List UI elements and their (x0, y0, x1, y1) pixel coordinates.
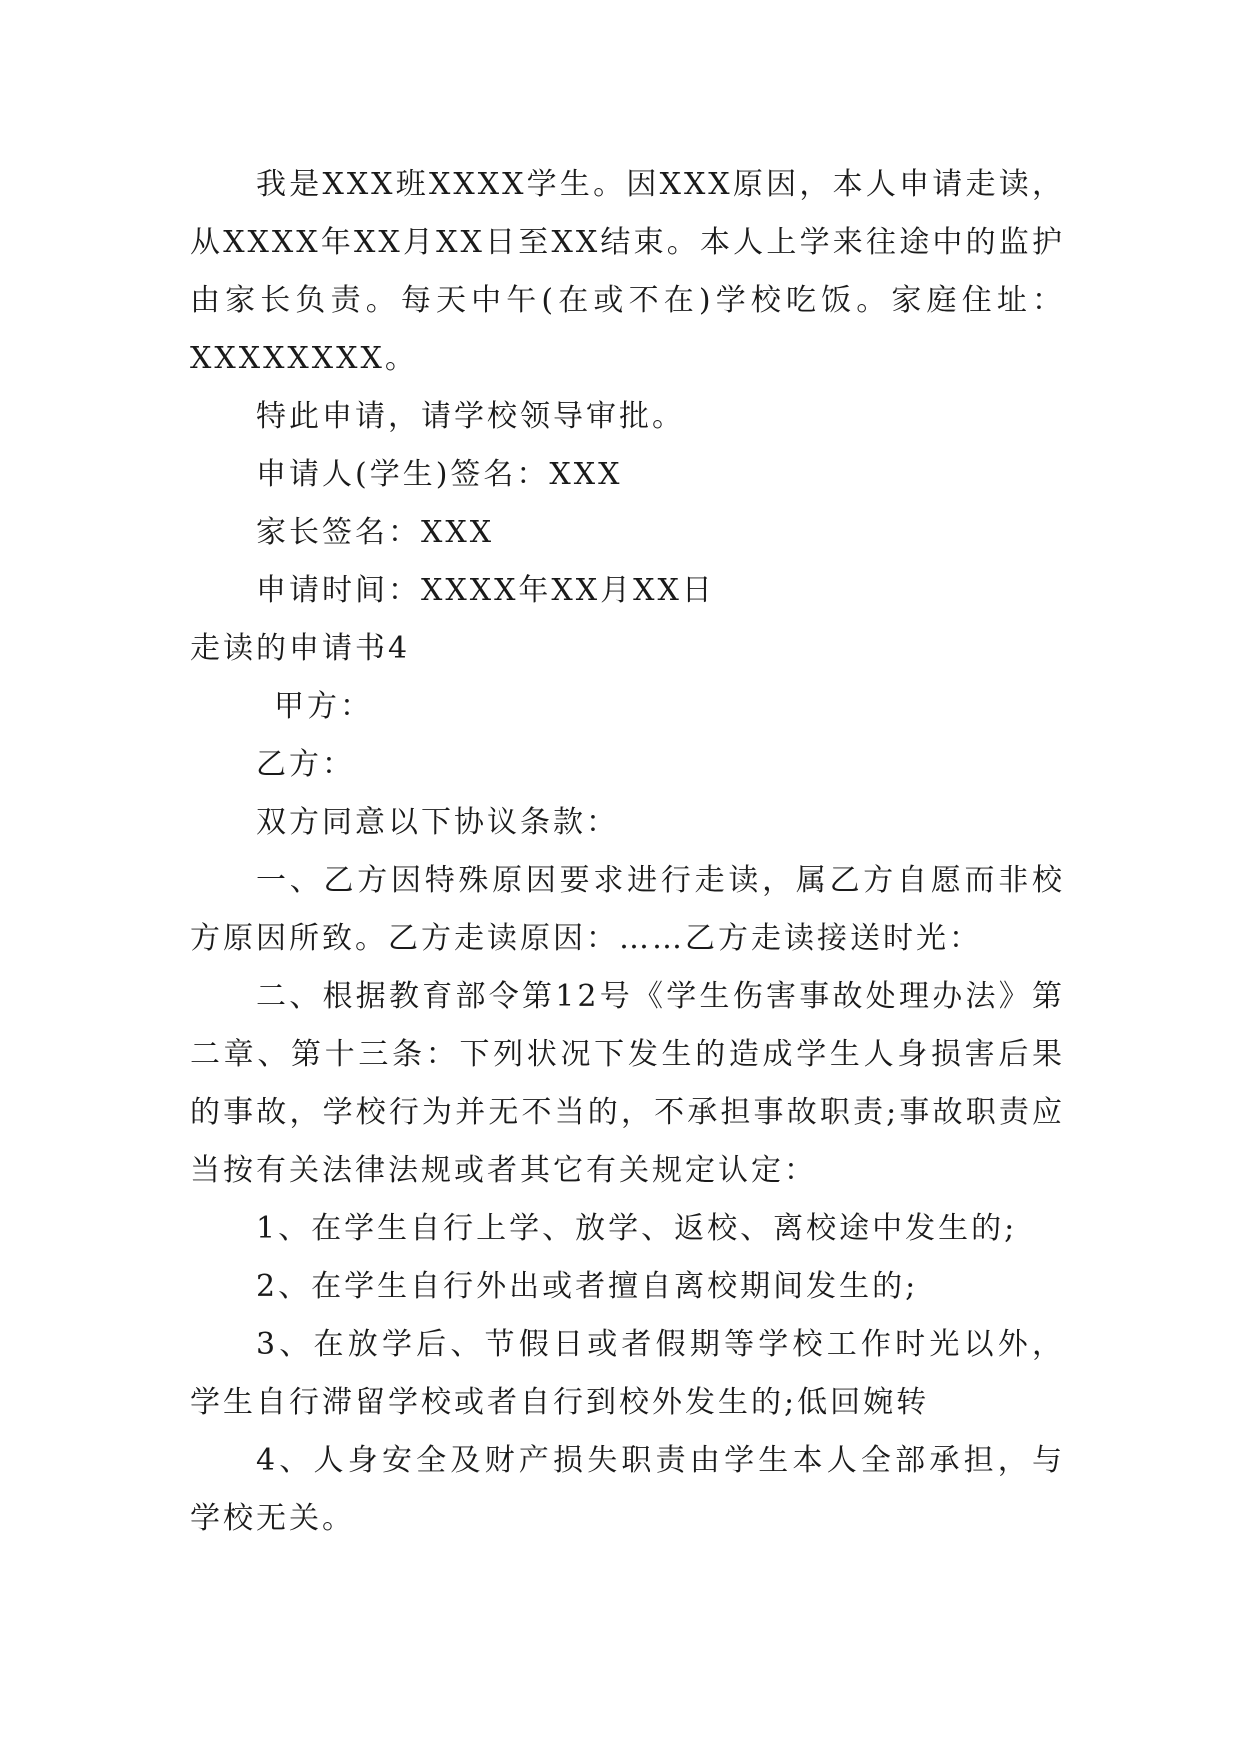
document-body (190, 156, 1065, 1548)
paragraph-student-signature: 申请人(学生)签名：XXX (256, 457, 623, 492)
paragraph-application-date: 申请时间：XXXX年XX月XX日 (256, 573, 715, 608)
paragraph-application-intro: 我是XXX班XXXX学生。因XXX原因，本人申请走读，从XXXX年XX月XX日至XX结束。本人上学来往途中的监护由家长负责。每天中午(在或不在)学校吃饭。家庭住址：XXXXXXXX。 (190, 167, 1065, 376)
paragraph-item-3: 3、在放学后、节假日或者假期等学校工作时光以外，学生自行滞留学校或者自行到校外发生的;低回婉转 (190, 1327, 1065, 1420)
section-heading: 走读的申请书4 (190, 631, 411, 666)
paragraph-party-a: 甲方： (274, 689, 373, 724)
paragraph-parent-signature: 家长签名：XXX (256, 515, 495, 550)
paragraph-agreement-intro: 双方同意以下协议条款： (256, 805, 619, 840)
paragraph-clause-2: 二、根据教育部令第12号《学生伤害事故处理办法》第二章、第十三条：下列状况下发生的造成学生人身损害后果的事故，学校行为并无不当的，不承担事故职责;事故职责应当按有关法律法规或者其它有关规定认定： (190, 979, 1065, 1188)
paragraph-item-2: 2、在学生自行外出或者擅自离校期间发生的; (256, 1269, 919, 1304)
paragraph-party-b: 乙方： (256, 747, 355, 782)
paragraph-item-1: 1、在学生自行上学、放学、返校、离校途中发生的; (256, 1211, 1018, 1246)
paragraph-item-4: 4、人身安全及财产损失职责由学生本人全部承担，与学校无关。 (190, 1443, 1065, 1536)
paragraph-clause-1: 一、乙方因特殊原因要求进行走读，属乙方自愿而非校方原因所致。乙方走读原因：……乙方走读接送时光： (190, 863, 1065, 956)
paragraph-request-approval: 特此申请，请学校领导审批。 (256, 399, 685, 434)
